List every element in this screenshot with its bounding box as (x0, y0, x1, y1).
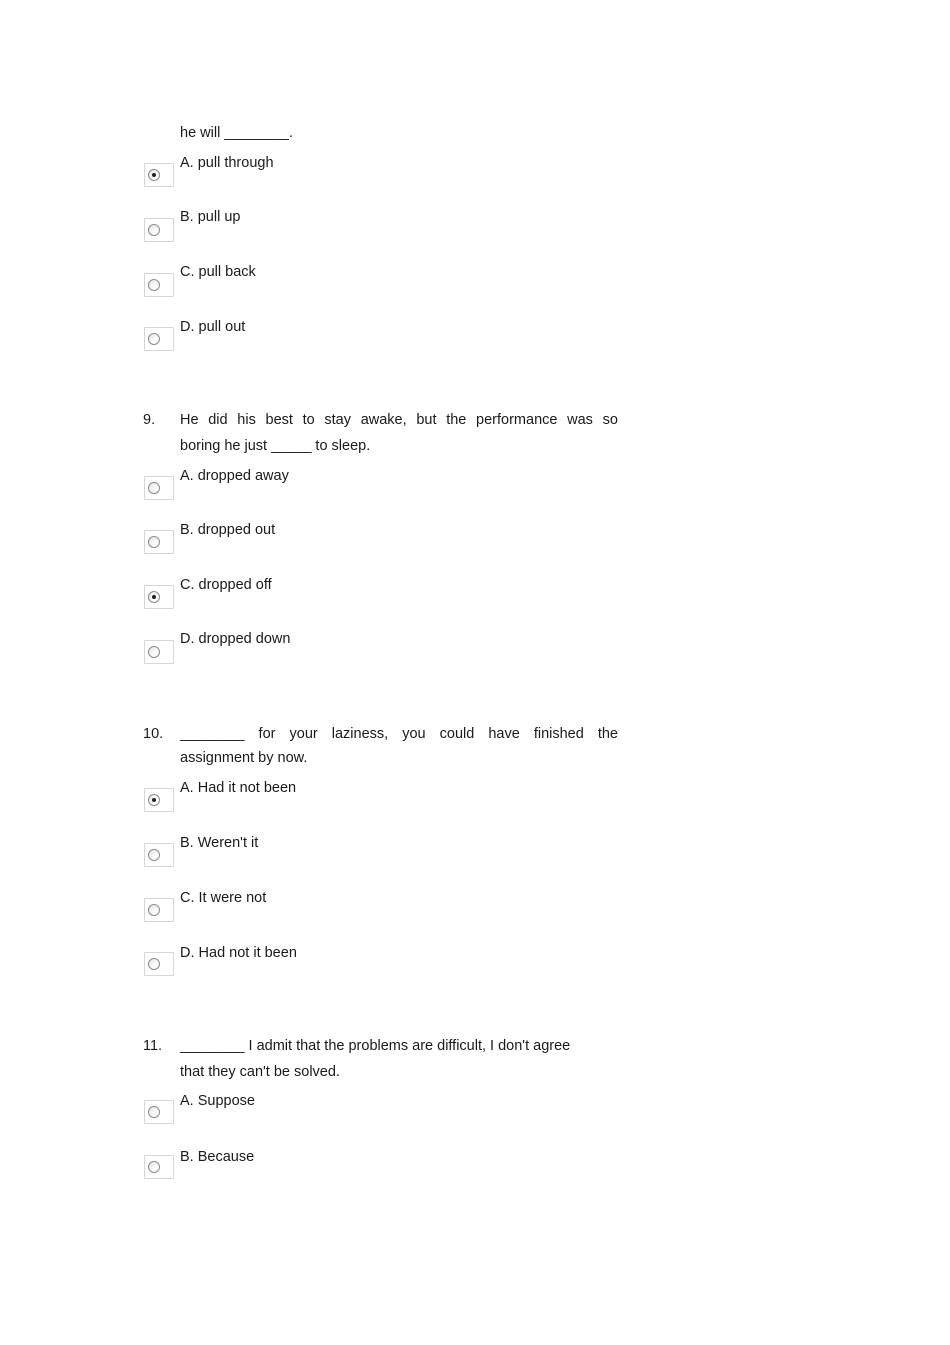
q9-option-c-label: C. dropped off (180, 577, 272, 593)
q9-option-b-label: B. dropped out (180, 522, 276, 538)
q10-option-a-label: A. Had it not been (180, 780, 297, 796)
radio-circle-icon (148, 279, 160, 291)
q10-option-c-label: C. It were not (180, 890, 267, 906)
q11-number: 11. (143, 1038, 163, 1054)
stem-word: performance (476, 412, 558, 428)
stem-word: awake, (360, 412, 407, 428)
stem-word: ________ (180, 726, 245, 742)
q11-option-b-label: B. Because (180, 1149, 255, 1165)
radio-circle-icon (148, 536, 160, 548)
stem-word: but (416, 412, 437, 428)
stem-word: stay (324, 412, 351, 428)
stem-word: He (180, 412, 199, 428)
radio-circle-icon (148, 1106, 160, 1118)
stem-word: best (265, 412, 293, 428)
q9-option-d-label: D. dropped down (180, 631, 291, 647)
q8-option-c-label: C. pull back (180, 264, 256, 280)
q10-option-c-radio[interactable] (144, 898, 174, 922)
q9-option-a-radio[interactable] (144, 476, 174, 500)
q10-option-a-radio[interactable] (144, 788, 174, 812)
q11-option-a-radio[interactable] (144, 1100, 174, 1124)
q8-option-a-label: A. pull through (180, 155, 274, 171)
q11-stem-line2: that they can't be solved. (180, 1064, 340, 1080)
radio-circle-icon (148, 849, 160, 861)
q8-option-a-radio[interactable] (144, 163, 174, 187)
q11-option-b-radio[interactable] (144, 1155, 174, 1179)
radio-circle-icon (148, 794, 160, 806)
stem-word: you (402, 726, 426, 742)
radio-circle-icon (148, 1161, 160, 1173)
stem-word: the (597, 726, 618, 742)
q8-option-d-radio[interactable] (144, 327, 174, 351)
stem-word: could (439, 726, 475, 742)
q8-option-b-radio[interactable] (144, 218, 174, 242)
stem-word: for (258, 726, 276, 742)
stem-word: your (289, 726, 318, 742)
q8-option-b-label: B. pull up (180, 209, 241, 225)
q9-option-a-label: A. dropped away (180, 468, 289, 484)
radio-circle-icon (148, 333, 160, 345)
radio-circle-icon (148, 169, 160, 181)
q8-stem-tail: he will ________. (180, 125, 293, 141)
stem-word: finished (533, 726, 584, 742)
q10-number: 10. (143, 726, 164, 742)
radio-circle-icon (148, 904, 160, 916)
q11-stem-line1: ________ I admit that the problems are difficult, I don't agree (180, 1038, 571, 1054)
radio-circle-icon (148, 958, 160, 970)
q10-option-b-radio[interactable] (144, 843, 174, 867)
q9-number: 9. (143, 412, 156, 428)
stem-word: was (567, 412, 593, 428)
stem-word: the (446, 412, 467, 428)
radio-circle-icon (148, 591, 160, 603)
stem-word: have (488, 726, 520, 742)
q10-option-d-radio[interactable] (144, 952, 174, 976)
radio-circle-icon (148, 646, 160, 658)
stem-word: to (302, 412, 315, 428)
q10-stem-line1 (180, 725, 618, 743)
q9-option-d-radio[interactable] (144, 640, 174, 664)
radio-circle-icon (148, 224, 160, 236)
radio-circle-icon (148, 482, 160, 494)
q11-option-a-label: A. Suppose (180, 1093, 255, 1109)
stem-word: his (237, 412, 256, 428)
q9-option-b-radio[interactable] (144, 530, 174, 554)
q9-option-c-radio[interactable] (144, 585, 174, 609)
stem-word: did (208, 412, 228, 428)
q10-stem-line2: assignment by now. (180, 750, 308, 766)
q8-option-c-radio[interactable] (144, 273, 174, 297)
q9-stem-line1 (180, 411, 618, 429)
q8-option-d-label: D. pull out (180, 319, 246, 335)
q10-option-d-label: D. Had not it been (180, 945, 297, 961)
stem-word: so (602, 412, 618, 428)
q10-option-b-label: B. Weren't it (180, 835, 259, 851)
q9-stem-line2: boring he just _____ to sleep. (180, 438, 371, 454)
stem-word: laziness, (331, 726, 389, 742)
